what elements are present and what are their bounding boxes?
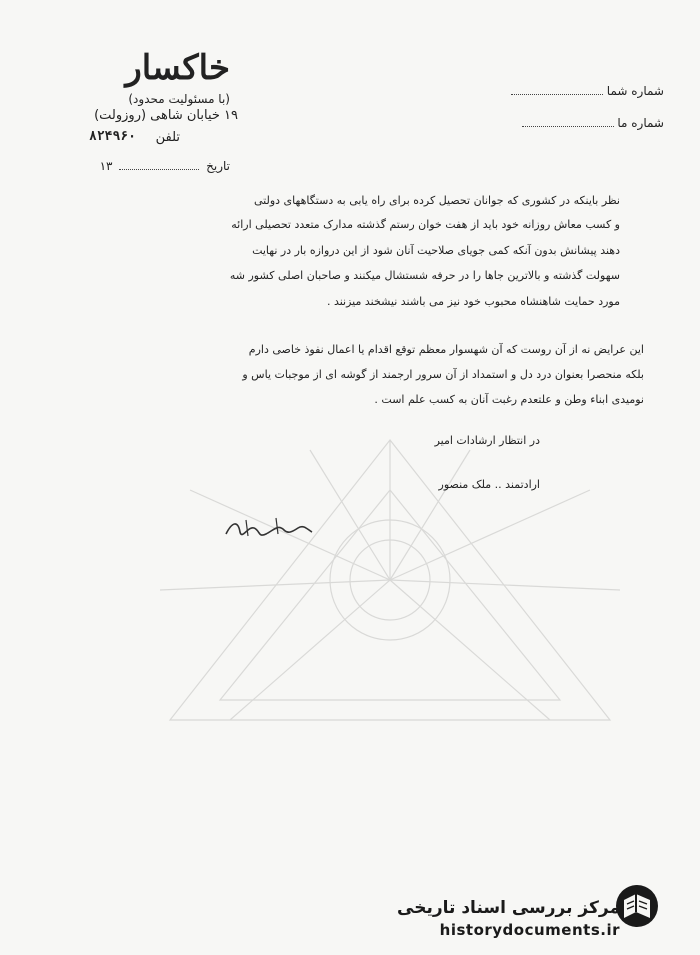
date-dots bbox=[119, 161, 199, 170]
body-line: نظر باینکه در کشوری که جوانان تحصیل کرده برای راه یابی به دستگاههای دولتی bbox=[254, 194, 620, 207]
closing-line: در انتظار ارشادات امیر bbox=[434, 434, 540, 447]
body-line: این عرایض نه از آن روست که آن شهسوار معظم توقع اقدام یا اعمال نفوذ خاصی دارم bbox=[248, 343, 644, 356]
our-number-dots bbox=[522, 118, 614, 127]
body-line: مورد حمایت شاهنشاه محبوب خود نیز می باشند نیشخند میزنند . bbox=[326, 295, 620, 308]
date-year-suffix: ۱۳ bbox=[99, 159, 113, 173]
archive-title: مرکز بررسی اسناد تاریخی bbox=[397, 898, 620, 918]
body-line: نومیدی ابناء وطن و علتعدم رغبت آنان به کسب علم است . bbox=[374, 393, 644, 406]
our-number-label: شماره ما bbox=[617, 116, 664, 130]
our-number-field bbox=[518, 116, 664, 130]
body-line: و کسب معاش روزانه خود باید از هفت خوان رستم گذشته مدارک متعدد تحصیلی ارائه bbox=[231, 218, 620, 231]
company-name: خاکسار bbox=[125, 48, 230, 88]
signoff-line: ارادتمند .. ملک منصور bbox=[438, 478, 540, 491]
handwritten-signature bbox=[218, 512, 318, 548]
your-number-label: شماره شما bbox=[606, 84, 664, 98]
body-line: بلکه منحصرا بعنوان درد دل و استمداد از آن سرور ارجمند از گوشه ای از موجبات یاس و bbox=[242, 368, 644, 381]
archive-logo-icon bbox=[614, 874, 660, 938]
date-field bbox=[100, 159, 230, 173]
phone-number: ۸۲۴۹۶۰ bbox=[89, 129, 136, 144]
body-line: دهند پیشانش بدون آنکه کمی جویای صلاحیت آنان شود از این دروازه بار در نهایت bbox=[252, 244, 620, 257]
your-number-dots bbox=[511, 86, 603, 95]
letterhead bbox=[30, 48, 230, 107]
watermark-emblem bbox=[150, 430, 630, 730]
body-line: سهولت گذشته و بالاترین جاها را در حرفه شستشال میکنند و صاحبان اصلی کشور شه bbox=[229, 269, 620, 282]
date-label: تاریخ bbox=[206, 159, 230, 173]
company-suffix: (با مسئولیت محدود) bbox=[128, 91, 230, 106]
phone-label: تلفن bbox=[155, 130, 180, 145]
company-address: ۱۹ خیابان شاهی (روزولت) bbox=[94, 108, 238, 123]
archive-url[interactable]: historydocuments.ir bbox=[439, 921, 620, 939]
your-number-field bbox=[507, 84, 664, 98]
